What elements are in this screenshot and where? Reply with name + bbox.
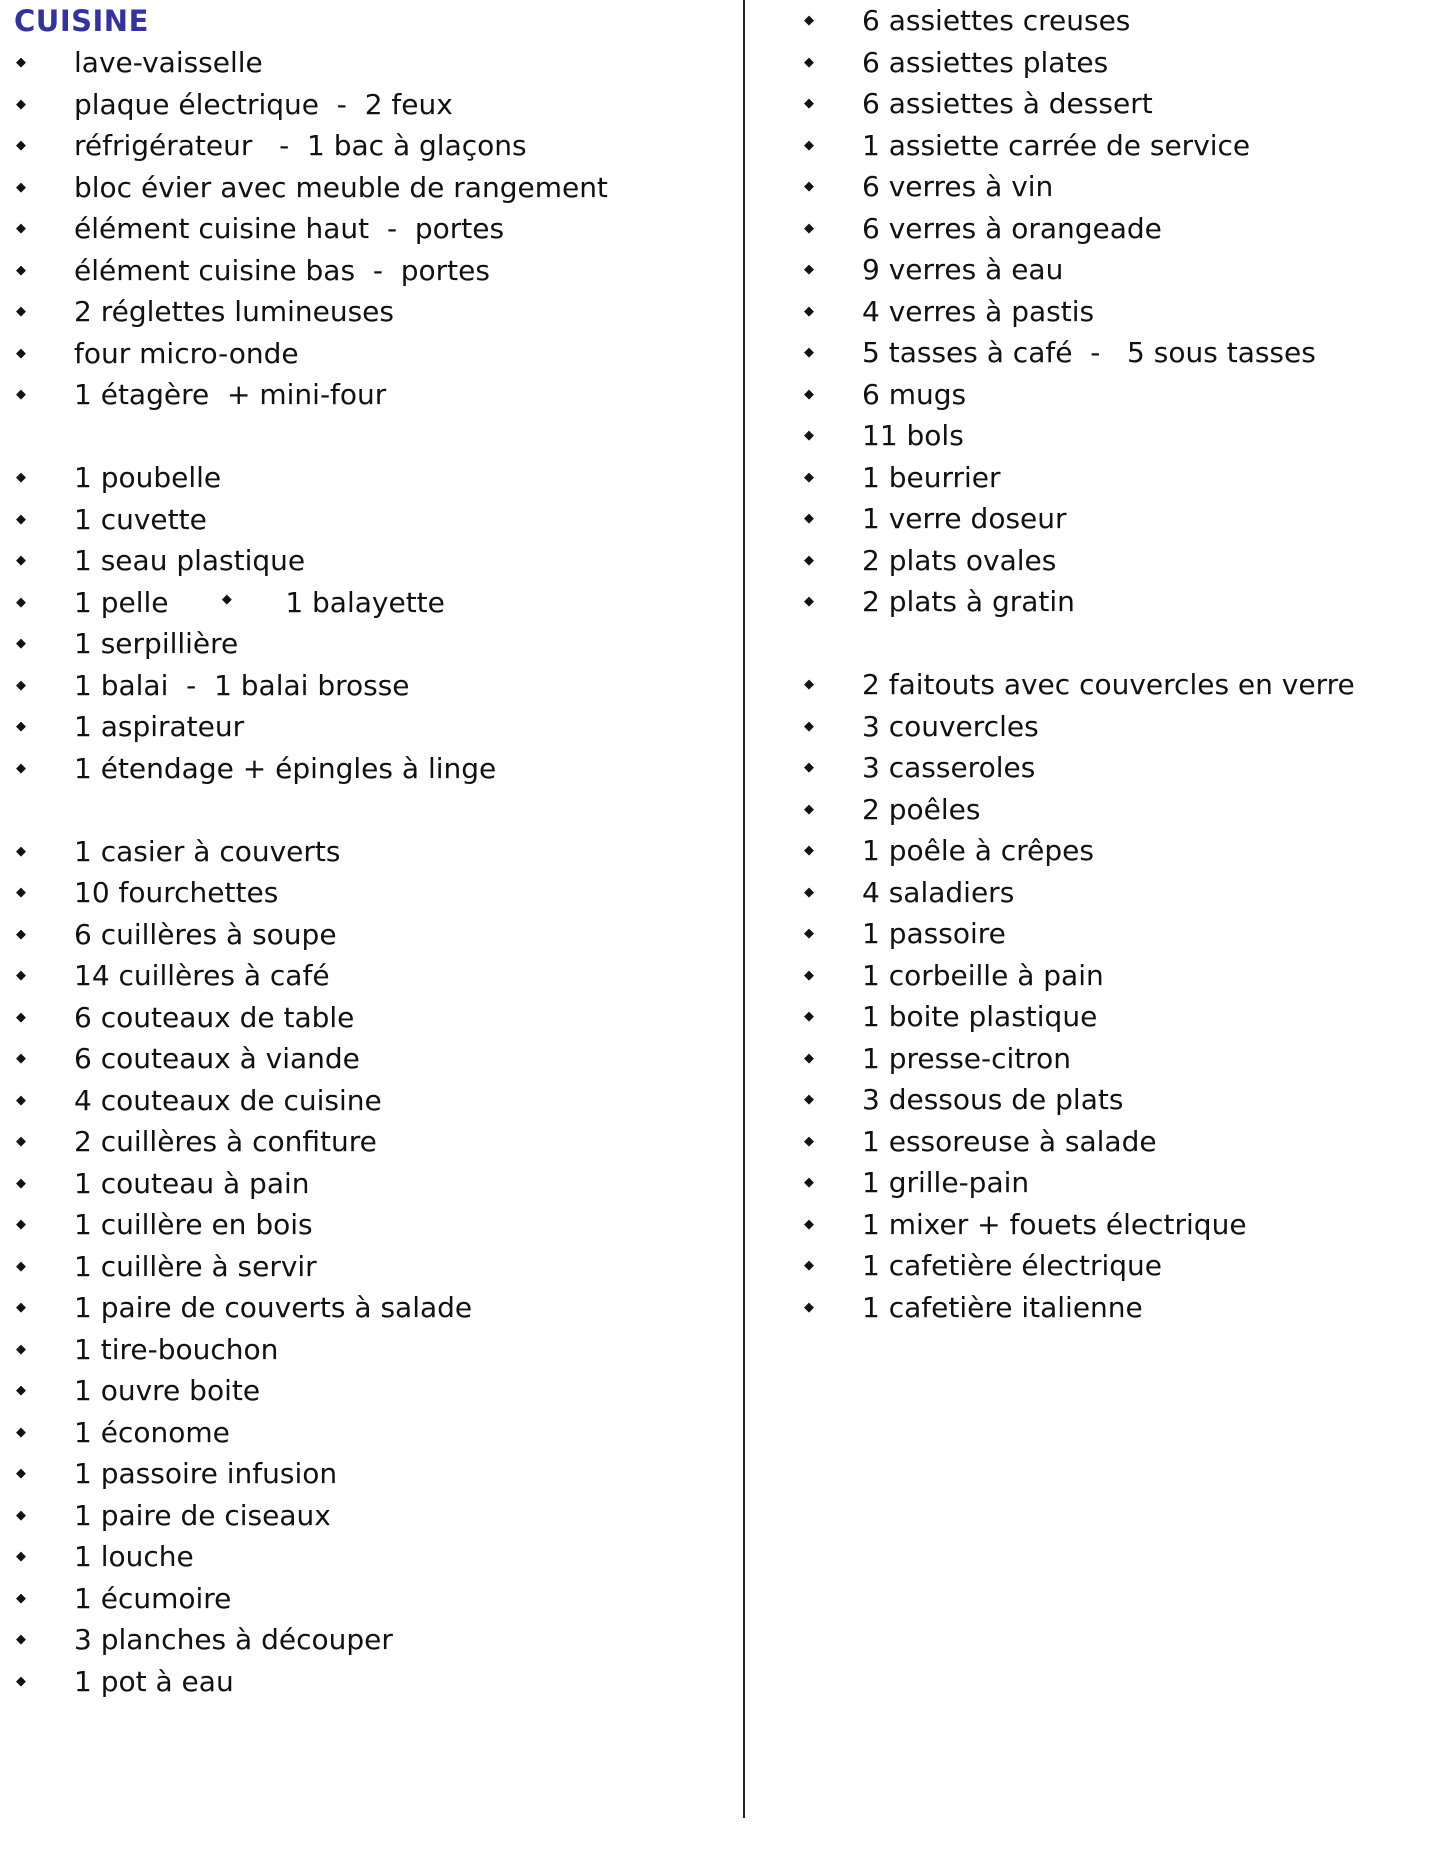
bullet-icon: ◆ bbox=[804, 220, 814, 236]
list-item-text bbox=[74, 499, 207, 540]
list-item-text bbox=[862, 249, 1063, 290]
list-item-label: 1 cafetière italienne bbox=[862, 1290, 1143, 1324]
list-item-text bbox=[74, 291, 394, 332]
list-item-text bbox=[862, 830, 1094, 871]
list-item-label: réfrigérateur - 1 bac à glaçons bbox=[74, 129, 527, 162]
list-item-text bbox=[74, 706, 244, 747]
bullet-icon: ◆ bbox=[16, 1258, 26, 1274]
list-item-label: 1 assiette carrée de service bbox=[862, 128, 1251, 162]
bullet-icon: ◆ bbox=[804, 843, 814, 858]
bullet-icon: ◆ bbox=[16, 470, 26, 485]
bullet-icon: ◆ bbox=[16, 926, 26, 942]
bullet-icon: ◆ bbox=[804, 677, 814, 692]
bullet-icon: ◆ bbox=[16, 304, 26, 319]
bullet-icon: ◆ bbox=[16, 1424, 26, 1440]
list-item-text bbox=[862, 540, 1056, 581]
list-item-label-secondary: 1 balayette bbox=[285, 585, 445, 619]
list-item-text bbox=[862, 83, 1153, 124]
bullet-icon: ◆ bbox=[16, 96, 26, 112]
bullet-icon: ◆ bbox=[16, 1507, 26, 1523]
list-item-label: 1 seau plastique bbox=[74, 544, 306, 577]
bullet-icon: ◆ bbox=[16, 594, 26, 610]
list-item-text bbox=[862, 1287, 1143, 1328]
list-item-label: 3 couvercles bbox=[862, 709, 1039, 743]
list-item-text bbox=[74, 955, 330, 996]
bullet-icon: ◆ bbox=[804, 179, 814, 194]
list-item-label: 4 verres à pastis bbox=[862, 294, 1095, 328]
bullet-icon: ◆ bbox=[804, 262, 814, 277]
list-item-label: 1 étagère + mini-four bbox=[74, 378, 387, 411]
list-item-text bbox=[862, 1245, 1162, 1286]
bullet-icon: ◆ bbox=[16, 1383, 26, 1398]
list-item-text bbox=[74, 1204, 313, 1245]
list-item-text bbox=[74, 250, 490, 291]
bullet-icon: ◆ bbox=[804, 926, 814, 941]
bullet-icon: ◆ bbox=[804, 96, 814, 111]
bullet-icon: ◆ bbox=[16, 262, 26, 278]
list-item-text bbox=[74, 208, 504, 249]
list-item-label: 4 couteaux de cuisine bbox=[74, 1083, 382, 1117]
list-item-label: 6 verres à vin bbox=[862, 170, 1054, 203]
bullet-icon: ◆ bbox=[16, 553, 26, 568]
bullet-icon: ◆ bbox=[804, 1009, 814, 1024]
list-item-text bbox=[862, 913, 1006, 954]
list-item-label: 1 cuvette bbox=[74, 502, 207, 536]
bullet-icon: ◆ bbox=[804, 1258, 814, 1273]
bullet-icon: ◆ bbox=[16, 1134, 26, 1149]
list-item-text bbox=[862, 1204, 1247, 1245]
list-item-text bbox=[74, 1536, 194, 1577]
list-item-label: 1 mixer + fouets électrique bbox=[862, 1207, 1247, 1241]
list-item-label: 6 couteaux de table bbox=[74, 1000, 355, 1034]
list-item-text bbox=[74, 623, 238, 664]
bullet-icon: ◆ bbox=[804, 594, 814, 609]
list-item-label: 1 poubelle bbox=[74, 461, 222, 494]
bullet-icon: ◆ bbox=[16, 1549, 26, 1564]
list-item-label: 6 assiettes à dessert bbox=[862, 87, 1153, 120]
list-item-label: 4 saladiers bbox=[862, 875, 1015, 909]
list-item-text bbox=[862, 747, 1035, 788]
bullet-icon: ◆ bbox=[16, 345, 26, 361]
list-item-label: 2 faitouts avec couvercles en verre bbox=[862, 668, 1355, 701]
list-item-text bbox=[74, 997, 354, 1038]
list-item-label: 1 cuillère à servir bbox=[74, 1249, 317, 1283]
bullet-icon: ◆ bbox=[16, 1217, 26, 1232]
list-item-label: 1 poêle à crêpes bbox=[862, 834, 1094, 867]
list-item-text bbox=[862, 498, 1067, 539]
bullet-icon: ◆ bbox=[16, 843, 26, 859]
list-item-label: 1 écumoire bbox=[74, 1581, 232, 1615]
list-item-label: 2 plats à gratin bbox=[862, 585, 1075, 618]
list-item-text bbox=[862, 1162, 1029, 1203]
list-item-text bbox=[862, 789, 980, 830]
list-item-text bbox=[74, 1121, 377, 1162]
bullet-icon: ◆ bbox=[16, 1175, 26, 1191]
bullet-icon: ◆ bbox=[804, 967, 814, 983]
list-item-text bbox=[862, 166, 1053, 207]
bullet-icon: ◆ bbox=[804, 718, 814, 734]
list-item-label: 1 essoreuse à salade bbox=[862, 1124, 1157, 1158]
list-item-text bbox=[74, 42, 263, 83]
bullet-icon: ◆ bbox=[16, 1673, 26, 1689]
list-item-text bbox=[74, 84, 453, 125]
bullet-icon: ◆ bbox=[804, 303, 814, 319]
bullet-icon: ◆ bbox=[804, 1175, 814, 1190]
list-item-text bbox=[862, 1038, 1071, 1079]
list-item-label: 1 boite plastique bbox=[862, 1000, 1098, 1033]
bullet-icon: ◆ bbox=[16, 511, 26, 527]
list-item-label: 10 fourchettes bbox=[74, 876, 279, 909]
list-item-label: 1 pot à eau bbox=[74, 1664, 234, 1698]
list-item-label: 1 balai - 1 balai brosse bbox=[74, 668, 410, 702]
list-item-label: 6 mugs bbox=[862, 377, 967, 411]
list-item-label: bloc évier avec meuble de rangement bbox=[74, 170, 608, 204]
list-item-label: 14 cuillères à café bbox=[74, 959, 330, 992]
bullet-icon: ◆ bbox=[16, 1466, 26, 1481]
bullet-icon: ◆ bbox=[16, 885, 26, 900]
list-item-label: 2 réglettes lumineuses bbox=[74, 295, 394, 328]
list-item-label: 1 grille-pain bbox=[862, 1166, 1030, 1199]
list-item-label: 3 planches à découper bbox=[74, 1623, 393, 1656]
bullet-icon: ◆ bbox=[804, 1092, 814, 1107]
bullet-icon: ◆ bbox=[16, 636, 26, 651]
list-item-label: 1 aspirateur bbox=[74, 710, 245, 743]
list-item-text bbox=[74, 1246, 317, 1287]
bullet-icon: ◆ bbox=[16, 760, 26, 776]
list-item-label: 1 tire-bouchon bbox=[74, 1332, 279, 1366]
list-item-text bbox=[74, 1370, 260, 1411]
list-item-label: 1 beurrier bbox=[862, 460, 1001, 494]
bullet-icon: ◆ bbox=[804, 54, 814, 70]
list-item-label: 2 plats ovales bbox=[862, 543, 1057, 577]
list-item-label: 11 bols bbox=[862, 419, 964, 452]
list-item-text bbox=[74, 167, 608, 208]
list-item-text bbox=[74, 665, 410, 706]
list-item-text bbox=[862, 415, 964, 456]
list-item-label: élément cuisine bas - portes bbox=[74, 253, 490, 287]
list-item-label: 1 ouvre boite bbox=[74, 1374, 261, 1407]
list-item-label: 1 verre doseur bbox=[862, 502, 1067, 535]
bullet-icon: ◆ bbox=[804, 13, 814, 28]
list-item-label: 6 assiettes creuses bbox=[862, 4, 1131, 37]
list-item-text bbox=[74, 1163, 310, 1204]
list-item-label: 6 verres à orangeade bbox=[862, 211, 1162, 245]
list-item-text bbox=[862, 125, 1250, 166]
list-item-text bbox=[74, 1080, 382, 1121]
list-item-label: 1 paire de ciseaux bbox=[74, 1498, 331, 1532]
list-item-label: 1 cuillère en bois bbox=[74, 1208, 313, 1241]
bullet-icon: ◆ bbox=[16, 1009, 26, 1025]
list-item-label: 2 cuillères à confiture bbox=[74, 1125, 377, 1158]
list-item-text bbox=[862, 1079, 1123, 1120]
bullet-icon: ◆ bbox=[804, 1133, 814, 1149]
list-item-label: 1 paire de couverts à salade bbox=[74, 1291, 473, 1324]
bullet-icon: ◆ bbox=[804, 1216, 814, 1232]
list-item-text bbox=[862, 955, 1104, 996]
bullet-icon: ◆ bbox=[804, 1299, 814, 1315]
list-item-label: 9 verres à eau bbox=[862, 253, 1064, 286]
list-item-text bbox=[862, 0, 1130, 41]
list-item-label: plaque électrique - 2 feux bbox=[74, 87, 453, 121]
bullet-icon: ◆ bbox=[804, 345, 814, 360]
list-item-text bbox=[74, 748, 496, 789]
bullet-icon: ◆ bbox=[804, 469, 814, 485]
bullet-icon: ◆ bbox=[16, 1092, 26, 1108]
bullet-icon: ◆ bbox=[804, 428, 814, 443]
list-item-text bbox=[74, 1453, 337, 1494]
bullet-icon: ◆ bbox=[221, 592, 232, 607]
list-item-text bbox=[74, 1329, 278, 1370]
bullet-icon: ◆ bbox=[804, 1050, 814, 1066]
list-item-label: 1 presse-citron bbox=[862, 1041, 1072, 1075]
list-item-label: 3 casseroles bbox=[862, 751, 1036, 784]
list-item-text bbox=[74, 1578, 231, 1619]
list-item-text bbox=[74, 1038, 360, 1079]
list-item-text bbox=[74, 914, 337, 955]
bullet-icon: ◆ bbox=[16, 138, 26, 153]
list-item-text bbox=[74, 831, 340, 872]
bullet-icon: ◆ bbox=[16, 387, 26, 402]
list-item-text bbox=[74, 125, 527, 166]
list-item-text bbox=[862, 872, 1014, 913]
list-item-label: 1 économe bbox=[74, 1415, 230, 1449]
list-item-text bbox=[862, 457, 1001, 498]
list-item-text bbox=[74, 1619, 393, 1660]
bullet-icon: ◆ bbox=[804, 801, 814, 817]
bullet-icon: ◆ bbox=[16, 677, 26, 693]
list-item-label: 1 passoire infusion bbox=[74, 1457, 338, 1490]
list-item-text bbox=[74, 374, 386, 415]
list-item-label: 1 corbeille à pain bbox=[862, 958, 1104, 992]
bullet-icon: ◆ bbox=[804, 760, 814, 775]
list-item-text bbox=[862, 42, 1108, 83]
bullet-icon: ◆ bbox=[16, 1341, 26, 1357]
list-item-text bbox=[862, 664, 1355, 705]
list-item-label: 6 assiettes plates bbox=[862, 45, 1109, 79]
page-title: CUISINE bbox=[14, 4, 149, 38]
list-item-label: 1 serpillière bbox=[74, 627, 239, 660]
list-item-text bbox=[74, 1287, 472, 1328]
list-item-text bbox=[74, 1661, 234, 1702]
bullet-icon: ◆ bbox=[16, 1632, 26, 1647]
list-item-label: 1 louche bbox=[74, 1540, 194, 1573]
bullet-icon: ◆ bbox=[16, 968, 26, 983]
bullet-icon: ◆ bbox=[804, 137, 814, 153]
list-item-label: 6 couteaux à viande bbox=[74, 1042, 360, 1075]
column-divider bbox=[743, 0, 745, 1818]
list-item-label: 1 pelle bbox=[74, 585, 169, 619]
list-item-label: élément cuisine haut - portes bbox=[74, 212, 505, 245]
list-item-text bbox=[74, 1412, 230, 1453]
list-item-text bbox=[862, 996, 1097, 1037]
bullet-icon: ◆ bbox=[804, 884, 814, 900]
list-item-text bbox=[862, 581, 1075, 622]
bullet-icon: ◆ bbox=[16, 1051, 26, 1066]
bullet-icon: ◆ bbox=[16, 1590, 26, 1606]
list-item-text bbox=[862, 208, 1162, 249]
list-item-text bbox=[862, 291, 1094, 332]
list-item-text bbox=[74, 540, 305, 581]
bullet-icon: ◆ bbox=[804, 552, 814, 568]
bullet-icon: ◆ bbox=[804, 511, 814, 526]
bullet-icon: ◆ bbox=[16, 719, 26, 734]
list-item-label: 3 dessous de plats bbox=[862, 1083, 1124, 1116]
bullet-icon: ◆ bbox=[16, 221, 26, 236]
list-item-label: 1 casier à couverts bbox=[74, 834, 341, 868]
list-item-label: 5 tasses à café - 5 sous tasses bbox=[862, 336, 1316, 369]
bullet-icon: ◆ bbox=[16, 179, 26, 195]
list-item-text bbox=[74, 333, 299, 374]
bullet-icon: ◆ bbox=[16, 1300, 26, 1315]
list-item-text bbox=[74, 582, 445, 625]
list-item-text bbox=[862, 1121, 1157, 1162]
list-item-text bbox=[862, 706, 1039, 747]
list-item-text bbox=[74, 872, 278, 913]
list-item-text bbox=[74, 1495, 331, 1536]
list-item-text bbox=[862, 332, 1316, 373]
list-item-label: lave-vaisselle bbox=[74, 46, 263, 79]
list-item-label: 1 couteau à pain bbox=[74, 1166, 310, 1200]
list-item-label: 2 poêles bbox=[862, 792, 981, 826]
list-item-label: 6 cuillères à soupe bbox=[74, 917, 337, 951]
list-item-text bbox=[74, 457, 221, 498]
bullet-icon: ◆ bbox=[16, 55, 26, 70]
list-item-label: 1 cafetière électrique bbox=[862, 1249, 1163, 1282]
list-item-label: four micro-onde bbox=[74, 336, 299, 370]
list-item-text bbox=[862, 374, 966, 415]
list-item-label: 1 passoire bbox=[862, 917, 1006, 950]
bullet-icon: ◆ bbox=[804, 386, 814, 402]
list-item-label: 1 étendage + épingles à linge bbox=[74, 751, 497, 785]
